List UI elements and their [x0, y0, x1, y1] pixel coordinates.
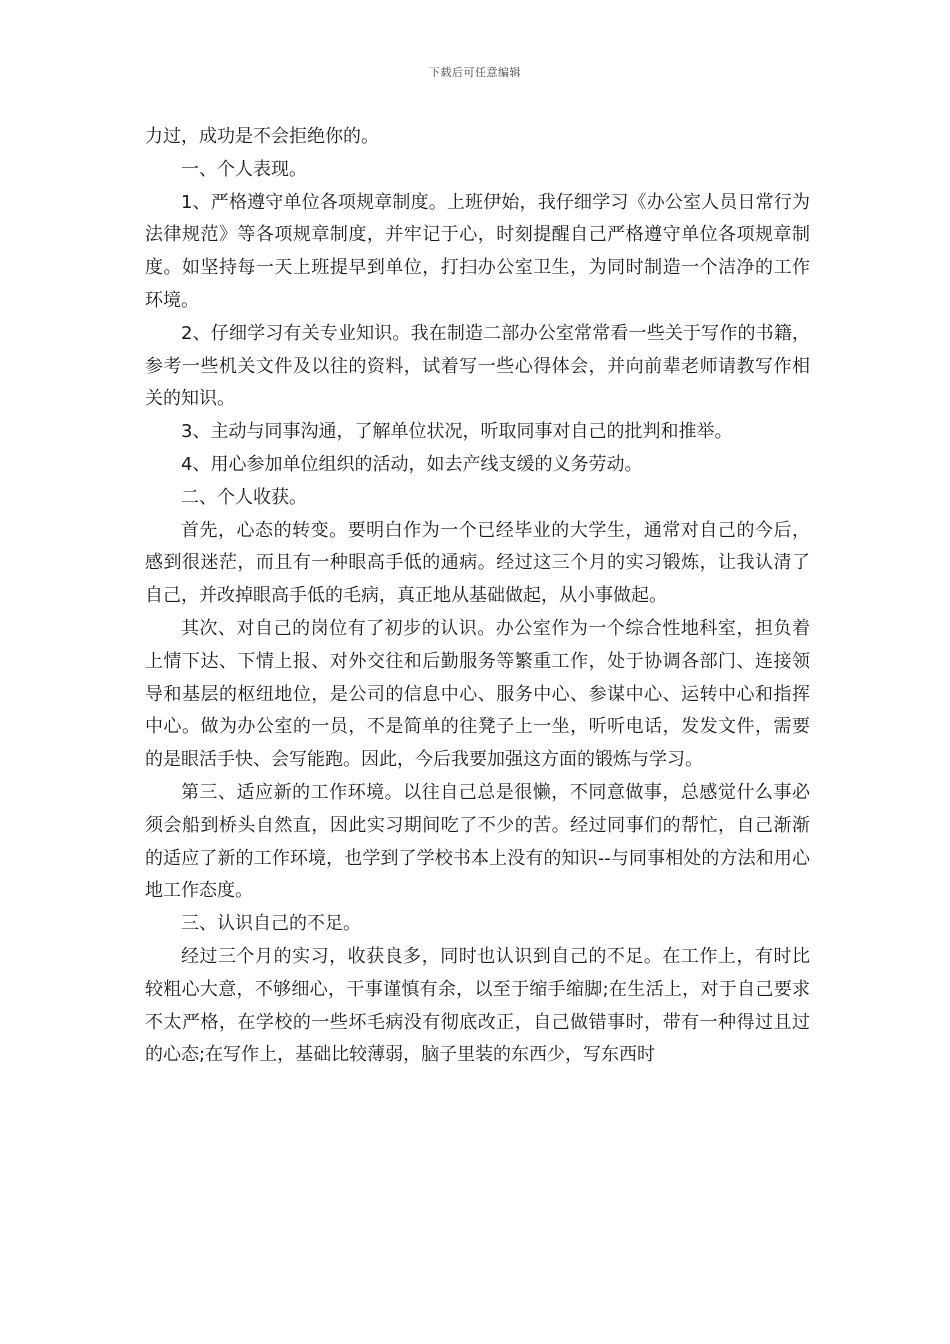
document-body [145, 121, 810, 1072]
paragraph: 4、用心参加单位组织的活动，如去产线支缓的义务劳动。 [181, 453, 643, 475]
paragraph: 首先，心态的转变。要明白作为一个已经毕业的大学生，通常对自己的今后，感到很迷茫，而且有一种眼高手低的通病。经过这三个月的实习锻炼，让我认清了自己，并改掉眼高手低的毛病，真正地从基础做起，从小事做起。 [145, 519, 810, 607]
paragraph: 2、仔细学习有关专业知识。我在制造二部办公室常常看一些关于写作的书籍，参考一些机关文件及以往的资料，试着写一些心得体会，并向前辈老师请教写作相关的知识。 [145, 322, 810, 410]
section-heading: 二、个人收获。 [181, 486, 307, 508]
paragraph: 1、严格遵守单位各项规章制度。上班伊始，我仔细学习《办公室人员日常行为法律规范》等各项规章制度，并牢记于心，时刻提醒自己严格遵守单位各项规章制度。如坚持每一天上班提早到单位，打扫办公室卫生，为同时制造一个洁净的工作环境。 [145, 191, 810, 311]
header-note: 下载后可任意编辑 [429, 66, 521, 79]
section-heading: 三、认识自己的不足。 [181, 913, 361, 935]
paragraph: 力过，成功是不会拒绝你的。 [145, 126, 379, 147]
paragraph: 其次、对自己的岗位有了初步的认识。办公室作为一个综合性地科室，担负着上情下达、下情上报、对外交往和后勤服务等繁重工作，处于协调各部门、连接领导和基层的枢纽地位，是公司的信息中心、服务中心、参谋中心、运转中心和指挥中心。做为办公室的一员，不是简单的往凳子上一坐，听听电话，发发文件，需要的是眼活手快、会写能跑。因此，今后我要加强这方面的锻炼与学习。 [145, 617, 810, 771]
paragraph: 第三、适应新的工作环境。以往自己总是很懒，不同意做事，总感觉什么事必须会船到桥头自然直，因此实习期间吃了不少的苦。经过同事们的帮忙，自己渐渐的适应了新的工作环境，也学到了学校书本上没有的知识--与同事相处的方法和用心地工作态度。 [145, 781, 810, 902]
section-heading: 一、个人表现。 [181, 158, 307, 180]
paragraph: 经过三个月的实习，收获良多，同时也认识到自己的不足。在工作上，有时比较粗心大意，不够细心，干事谨慎有余，以至于缩手缩脚;在生活上，对于自己要求不太严格，在学校的一些坏毛病没有彻底改正，自己做错事时，带有一种得过且过的心态;在写作上，基础比较薄弱，脑子里装的东西少，写东西时 [145, 945, 810, 1066]
paragraph: 3、主动与同事沟通，了解单位状况，听取同事对自己的批判和推举。 [181, 421, 733, 443]
